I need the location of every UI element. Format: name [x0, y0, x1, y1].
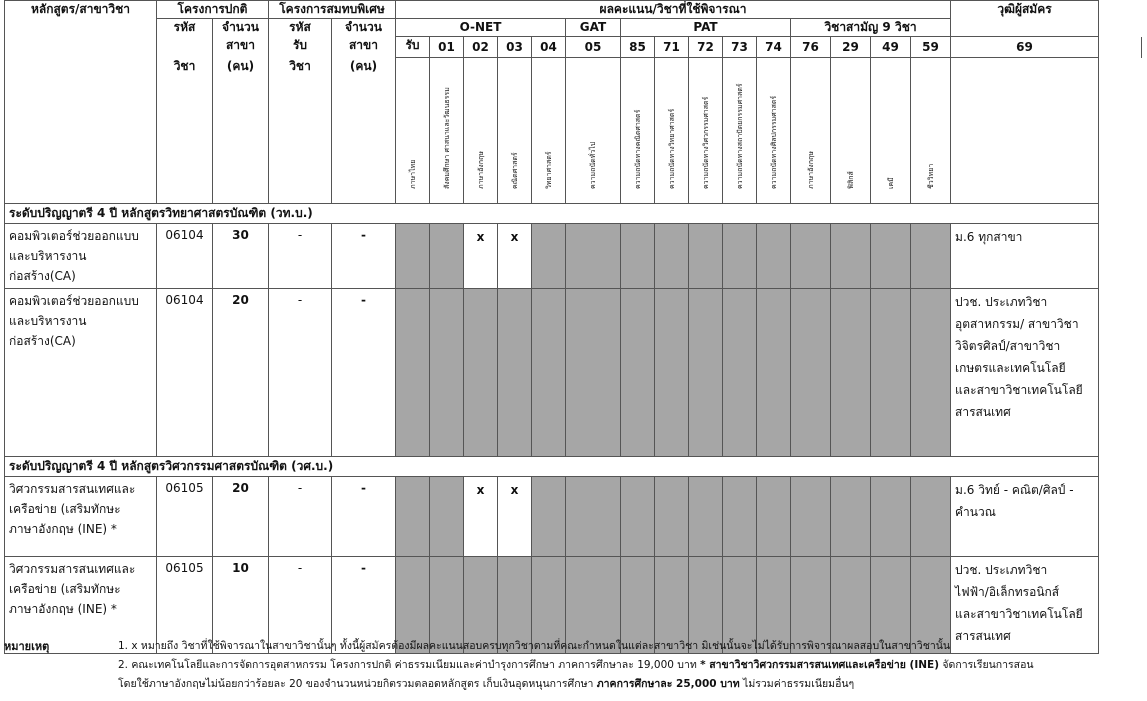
required-subject-mark: x	[464, 477, 498, 557]
header-code2-l2: สาขา	[332, 37, 396, 58]
header-qualification: วุฒิผู้สมัคร	[951, 1, 1099, 19]
not-used-cell	[911, 477, 951, 557]
subject-code-05: 05	[566, 37, 621, 58]
special-seat-count: -	[332, 557, 396, 654]
special-code: -	[269, 289, 332, 457]
not-used-cell	[831, 224, 871, 289]
not-used-cell	[655, 477, 689, 557]
not-used-cell	[791, 224, 831, 289]
not-used-cell	[621, 477, 655, 557]
section-title: ระดับปริญญาตรี 4 ปี หลักสูตรวิทยาศาสตรบัณฑิต (วท.บ.)	[5, 204, 1099, 224]
required-subject-mark: x	[498, 224, 532, 289]
subject-name-71: ความถนัดทางคณิตศาสตร์	[621, 58, 655, 204]
not-used-cell	[566, 289, 621, 457]
header-code-l2: สาขา	[213, 37, 269, 58]
subject-name-69: ชีววิทยา	[911, 58, 951, 204]
subject-name-02: สังคมศึกษา ศาสนาและวัฒนธรรม	[430, 58, 464, 204]
header-seats2-l3: (คน)	[332, 58, 396, 204]
not-used-cell	[871, 224, 911, 289]
notes-label: หมายเหตุ	[4, 640, 50, 653]
special-seat-count: -	[332, 224, 396, 289]
not-used-cell	[911, 289, 951, 457]
subject-name-05: วิทยาศาสตร์	[532, 58, 566, 204]
not-used-cell	[532, 477, 566, 557]
not-used-cell	[831, 477, 871, 557]
not-used-cell	[655, 224, 689, 289]
subject-code-59: 59	[911, 37, 951, 58]
program-name: วิศวกรรมสารสนเทศและ เครือข่าย (เสริมทักษะ ภาษาอังกฤษ (INE) *	[5, 477, 157, 557]
special-code: -	[269, 557, 332, 654]
not-used-cell	[757, 477, 791, 557]
not-used-cell	[430, 224, 464, 289]
required-subject-mark: x	[464, 224, 498, 289]
not-used-cell	[723, 224, 757, 289]
major-code: 06104	[157, 224, 213, 289]
group-common9: วิชาสามัญ 9 วิชา	[791, 19, 951, 37]
subject-code-01: 01	[430, 37, 464, 58]
subject-code-74: 74	[757, 37, 791, 58]
major-code: 06104	[157, 289, 213, 457]
subject-code-03: 03	[498, 37, 532, 58]
not-used-cell	[566, 224, 621, 289]
not-used-cell	[723, 289, 757, 457]
admission-table	[4, 0, 1142, 654]
program-name: คอมพิวเตอร์ช่วยออกแบบ และบริหารงานก่อสร้าง(CA)	[5, 224, 157, 289]
not-used-cell	[911, 224, 951, 289]
seat-count: 10	[213, 557, 269, 654]
not-used-cell	[831, 289, 871, 457]
admission-table-sheet	[4, 0, 1142, 654]
not-used-cell	[757, 224, 791, 289]
not-used-cell	[871, 477, 911, 557]
not-used-cell	[532, 289, 566, 457]
not-used-cell	[871, 289, 911, 457]
not-used-cell	[396, 224, 430, 289]
header-seats-l2: รับ	[269, 37, 332, 58]
not-used-cell	[723, 477, 757, 557]
not-used-cell	[689, 477, 723, 557]
special-code: -	[269, 224, 332, 289]
subject-code-69: 69	[951, 37, 1099, 58]
special-seat-count: -	[332, 289, 396, 457]
header-code2-l3: วิชา	[269, 58, 332, 204]
not-used-cell	[396, 477, 430, 557]
seat-count: 20	[213, 477, 269, 557]
not-used-cell	[464, 289, 498, 457]
subject-code-76: 76	[791, 37, 831, 58]
not-used-cell	[621, 289, 655, 457]
subject-code-73: 73	[723, 37, 757, 58]
header-seats-l1: จำนวน	[213, 19, 269, 37]
required-subject-mark: x	[498, 477, 532, 557]
subject-code-72: 72	[689, 37, 723, 58]
program-name: วิศวกรรมสารสนเทศและ เครือข่าย (เสริมทักษะ ภาษาอังกฤษ (INE) *	[5, 557, 157, 654]
header-regular: โครงการปกติ	[157, 1, 269, 19]
special-seat-count: -	[332, 477, 396, 557]
header-code2-l1: รหัส	[269, 19, 332, 37]
not-used-cell	[532, 224, 566, 289]
applicant-qualification: ปวช. ประเภทวิชา ไฟฟ้า/อิเล็กทรอนิกส์ และสาขาวิชาเทคโนโลยี สารสนเทศ	[951, 557, 1099, 654]
header-special: โครงการสมทบพิเศษ	[269, 1, 396, 19]
subject-name-72: ความถนัดทางวิทยาศาสตร์	[655, 58, 689, 204]
subject-code-71: 71	[655, 37, 689, 58]
not-used-cell	[655, 289, 689, 457]
subject-name-76: ความถนัดทางศิลปกรรมศาสตร์	[757, 58, 791, 204]
major-code: 06105	[157, 477, 213, 557]
table-row	[5, 224, 1142, 289]
group-onet: O-NET	[396, 19, 566, 37]
header-program: หลักสูตร/สาขาวิชา	[5, 1, 157, 19]
not-used-cell	[566, 477, 621, 557]
header-code-l1: รหัส	[157, 19, 213, 37]
group-pat: PAT	[621, 19, 791, 37]
subject-name-29: ภาษาอังกฤษ	[791, 58, 831, 204]
not-used-cell	[689, 224, 723, 289]
not-used-cell	[791, 477, 831, 557]
header-seats-l3: (คน)	[213, 58, 269, 204]
subject-name-49: ฟิสิกส์	[831, 58, 871, 204]
subject-name-73: ความถนัดทางวิศวกรรมศาสตร์	[689, 58, 723, 204]
seat-count: 20	[213, 289, 269, 457]
section-title: ระดับปริญญาตรี 4 ปี หลักสูตรวิศวกรรมศาสตรบัณฑิต (วศ.บ.)	[5, 457, 1099, 477]
header-seats2-l1: จำนวน	[332, 19, 396, 37]
subject-code-29: 29	[831, 37, 871, 58]
special-code: -	[269, 477, 332, 557]
applicant-qualification: ม.6 วิทย์ - คณิต/ศิลป์ - คำนวณ	[951, 477, 1099, 557]
subject-name-85: ความถนัดทั่วไป	[566, 58, 621, 204]
subject-name-04: คณิตศาสตร์	[498, 58, 532, 204]
note-2: 2. คณะเทคโนโลยีและการจัดการอุตสาหกรรม โครงการปกติ ค่าธรรมเนียมและค่าบำรุงการศึกษา ภาคการศึกษาละ 19,000 บาท * สาขาวิชาวิศวกรรมสารสนเทศและเครือข่าย (INE) จัดการเรียนการสอน	[118, 659, 1034, 671]
applicant-qualification: ม.6 ทุกสาขา	[951, 224, 1099, 289]
subject-name-74: ความถนัดทางสถาปัตยกรรมศาสตร์	[723, 58, 757, 204]
applicant-qualification: ปวช. ประเภทวิชา อุตสาหกรรม/ สาขาวิชา วิจิตรศิลป์/สาขาวิชา เกษตรและเทคโนโลยี และสาขาวิชาเทคโนโลยี สารสนเทศ	[951, 289, 1099, 457]
program-name: คอมพิวเตอร์ช่วยออกแบบ และบริหารงานก่อสร้าง(CA)	[5, 289, 157, 457]
not-used-cell	[689, 289, 723, 457]
subject-name-01: ภาษาไทย	[396, 58, 430, 204]
not-used-cell	[430, 477, 464, 557]
header-scores: ผลคะแนน/วิชาที่ใช้พิจารณา	[396, 1, 951, 19]
subject-name-03: ภาษาอังกฤษ	[464, 58, 498, 204]
table-row	[5, 289, 1142, 457]
subject-code-02: 02	[464, 37, 498, 58]
seat-count: 30	[213, 224, 269, 289]
note-1: 1. x หมายถึง วิชาที่ใช้พิจารณาในสาขาวิชานั้นๆ ทั้งนี้ผู้สมัครต้องมีผลคะแนนสอบครบทุกวิชาตามที่คณะกำหนดในแต่ละสาขาวิชา มิเช่นนั้นจะไม่ได้รับการพิจารณาผลสอบในสาขาวิชานั้น	[118, 640, 951, 652]
subject-code-85: 85	[621, 37, 655, 58]
subject-name-59: เคมี	[871, 58, 911, 204]
not-used-cell	[757, 289, 791, 457]
not-used-cell	[396, 289, 430, 457]
major-code: 06105	[157, 557, 213, 654]
not-used-cell	[791, 289, 831, 457]
header-code-l3: วิชา	[157, 58, 213, 204]
table-row	[5, 477, 1142, 557]
subject-code-49: 49	[871, 37, 911, 58]
header-seats2-l2: รับ	[396, 37, 430, 58]
not-used-cell	[430, 289, 464, 457]
not-used-cell	[498, 289, 532, 457]
subject-code-04: 04	[532, 37, 566, 58]
group-gat: GAT	[566, 19, 621, 37]
note-2-cont: โดยใช้ภาษาอังกฤษไม่น้อยกว่าร้อยละ 20 ของจำนวนหน่วยกิตรวมตลอดหลักสูตร เก็บเงินอุดหนุนการศึกษา ภาคการศึกษาละ 25,000 บาท ไม่รวมค่าธรรมเนียมอื่นๆ	[118, 678, 855, 690]
not-used-cell	[621, 224, 655, 289]
